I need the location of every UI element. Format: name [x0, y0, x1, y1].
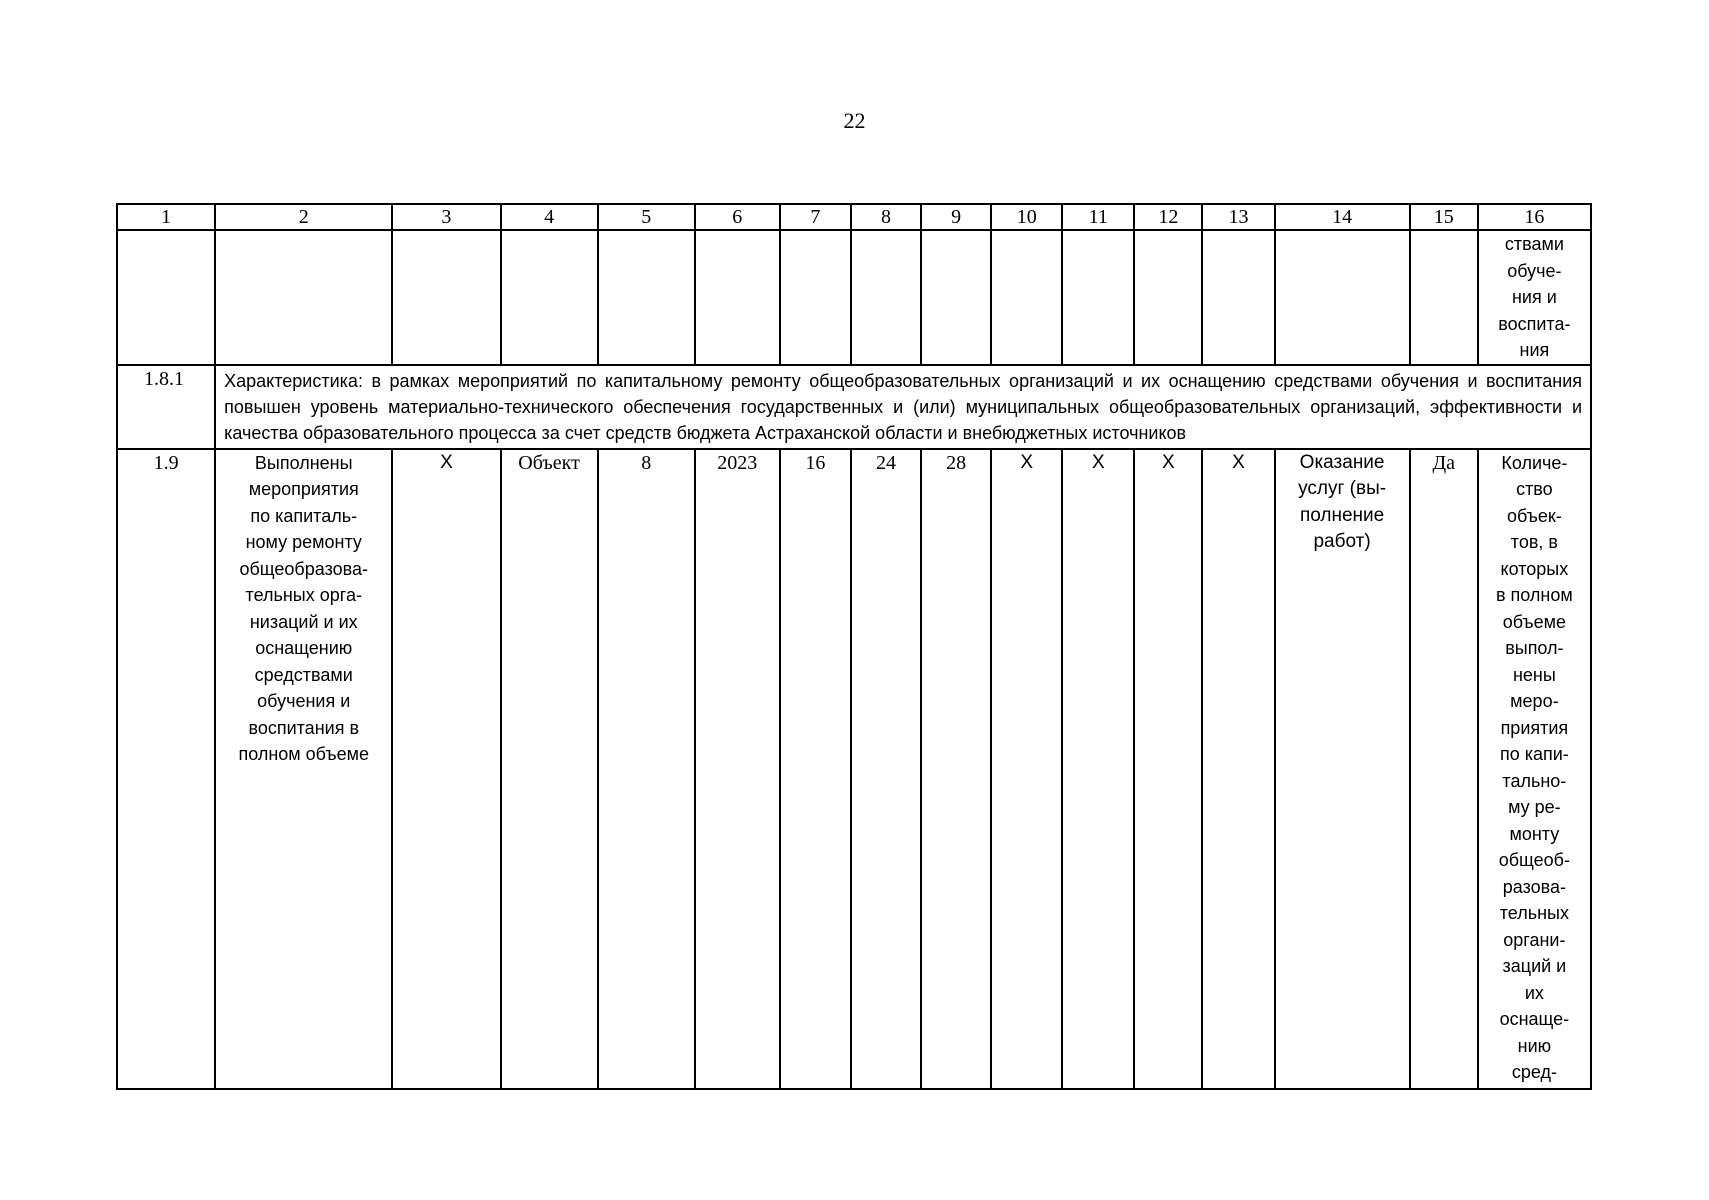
table-cell: X	[1062, 449, 1134, 1089]
table-cell	[991, 230, 1062, 365]
table-cell	[1275, 449, 1410, 1089]
table-cell	[117, 230, 215, 365]
table-cell	[780, 230, 851, 365]
continuation-text: ствами обуче- ния и воспита- ния	[1498, 234, 1571, 360]
header-cell: 9	[921, 204, 991, 230]
header-cell: 16	[1478, 204, 1591, 230]
event-description: Выполнены мероприятия по капиталь- ному ремонту общеобразова- тельных орга- низаций и их оснащению средствами обучения и воспитания в полном объеме	[238, 452, 370, 764]
table-cell	[1478, 449, 1591, 1089]
table-cell: X	[991, 449, 1062, 1089]
row-number: 1.8.1	[117, 365, 215, 449]
continuation-row	[117, 230, 1591, 365]
document-table	[116, 203, 1592, 1090]
table-cell	[1478, 230, 1591, 365]
table-cell	[1202, 230, 1274, 365]
header-row	[117, 204, 1591, 230]
table-cell	[501, 230, 598, 365]
table-cell	[1134, 230, 1202, 365]
table-cell	[598, 230, 695, 365]
header-cell: 6	[695, 204, 780, 230]
table-cell: 2023	[695, 449, 780, 1089]
header-cell: 13	[1202, 204, 1274, 230]
table-cell: Да	[1410, 449, 1478, 1089]
table-cell: X	[1202, 449, 1274, 1089]
header-cell: 5	[598, 204, 695, 230]
table-cell: X	[392, 449, 500, 1089]
page-number: 22	[843, 108, 866, 133]
table-cell	[1275, 230, 1410, 365]
header-cell: 15	[1410, 204, 1478, 230]
header-cell: 10	[991, 204, 1062, 230]
table-row	[117, 449, 1591, 1089]
table-cell: 8	[598, 449, 695, 1089]
table-cell	[851, 230, 921, 365]
row-number: 1.9	[117, 449, 215, 1089]
header-cell: 11	[1062, 204, 1134, 230]
header-cell: 8	[851, 204, 921, 230]
header-cell: 14	[1275, 204, 1410, 230]
characteristic-row	[117, 365, 1591, 449]
header-cell: 1	[117, 204, 215, 230]
characteristic-text: Характеристика: в рамках мероприятий по капитальному ремонту общеобразовательных организаций и их оснащению средствами обучения и воспитания повышен уровень материально-технического обеспечения государственных и (или) муниципальных общеобразовательных организаций, эффективности и качества образовательного процесса за счет средств бюджета Астраханской области и внебюджетных источников	[215, 365, 1591, 449]
table-cell	[1062, 230, 1134, 365]
header-cell: 2	[215, 204, 392, 230]
table-cell	[1410, 230, 1478, 365]
header-cell: 12	[1134, 204, 1202, 230]
header-cell: 7	[780, 204, 851, 230]
header-cell: 4	[501, 204, 598, 230]
indicator-text: Количе- ство объек- тов, в которых в полном объеме выпол- нены меро- приятия по капи- тально- му ре- монту общеоб- разова- тельных органи- заций и их оснаще- нию сред-	[1495, 452, 1573, 1082]
table-cell: Объект	[501, 449, 598, 1089]
table-cell	[921, 230, 991, 365]
table-cell	[215, 230, 392, 365]
table-cell	[215, 449, 392, 1089]
table-cell	[392, 230, 500, 365]
service-type: Оказание услуг (вы- полнение работ)	[1298, 451, 1387, 552]
table-cell: 16	[780, 449, 851, 1089]
table-cell: X	[1134, 449, 1202, 1089]
table-cell: 24	[851, 449, 921, 1089]
table-cell: 28	[921, 449, 991, 1089]
header-cell: 3	[392, 204, 500, 230]
table-cell	[695, 230, 780, 365]
